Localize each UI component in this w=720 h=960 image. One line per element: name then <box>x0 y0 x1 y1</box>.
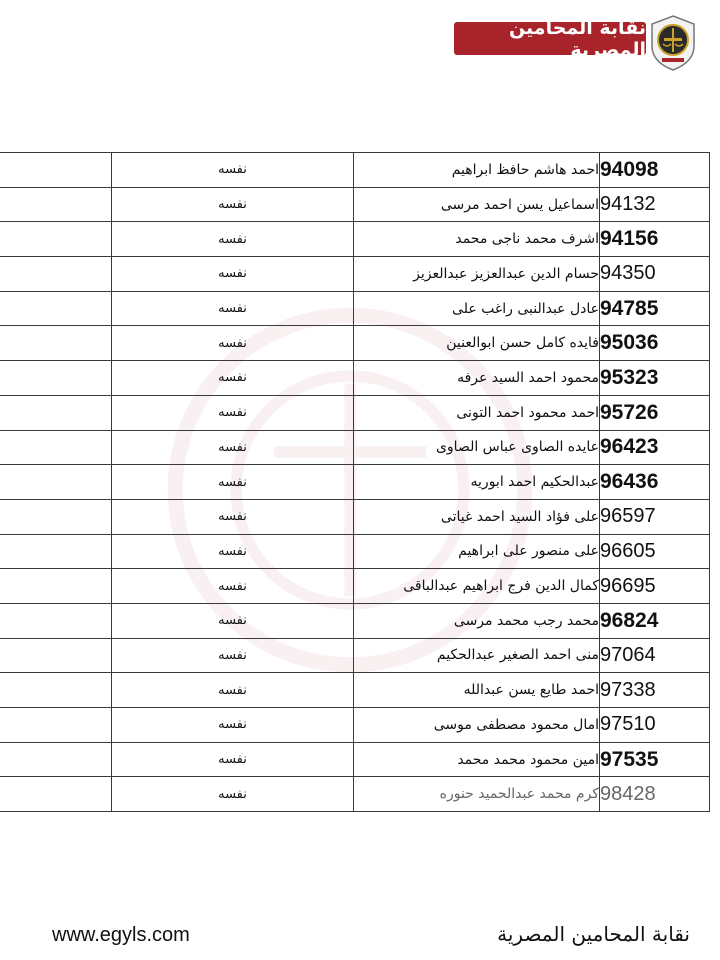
members-table <box>0 152 710 812</box>
name-cell: محمود احمد السيد عرفه <box>354 361 600 396</box>
membership-number-cell: 98428 <box>600 777 710 812</box>
membership-number-cell: 94350 <box>600 257 710 292</box>
name-cell: على فؤاد السيد احمد غياتى <box>354 499 600 534</box>
membership-number-cell: 96695 <box>600 569 710 604</box>
membership-number-cell: 97338 <box>600 673 710 708</box>
name-cell: امال محمود مصطفى موسى <box>354 708 600 743</box>
blank-cell <box>0 603 112 638</box>
footer-url[interactable]: www.egyls.com <box>52 924 190 946</box>
membership-number-cell: 94132 <box>600 187 710 222</box>
name-cell: كرم محمد عبدالحميد حنوره <box>354 777 600 812</box>
blank-cell <box>0 673 112 708</box>
relation-cell: نفسه <box>112 291 354 326</box>
blank-cell <box>0 395 112 430</box>
name-cell: احمد محمود احمد التونى <box>354 395 600 430</box>
relation-cell: نفسه <box>112 187 354 222</box>
table-row <box>0 777 710 812</box>
relation-cell: نفسه <box>112 430 354 465</box>
relation-cell: نفسه <box>112 222 354 257</box>
blank-cell <box>0 291 112 326</box>
table-row <box>0 708 710 743</box>
table-row <box>0 257 710 292</box>
syndicate-emblem-icon <box>648 14 698 72</box>
blank-cell <box>0 465 112 500</box>
relation-cell: نفسه <box>112 742 354 777</box>
relation-cell: نفسه <box>112 326 354 361</box>
membership-number-cell: 94785 <box>600 291 710 326</box>
table-row <box>0 187 710 222</box>
relation-cell: نفسه <box>112 465 354 500</box>
blank-cell <box>0 708 112 743</box>
membership-number-cell: 96436 <box>600 465 710 500</box>
name-cell: عبدالحكيم احمد ابوريه <box>354 465 600 500</box>
relation-cell: نفسه <box>112 638 354 673</box>
header-banner-text: نقابة المحامين المصرية <box>508 16 646 61</box>
membership-number-cell: 95036 <box>600 326 710 361</box>
relation-cell: نفسه <box>112 673 354 708</box>
name-cell: احمد طايع يسن عبدالله <box>354 673 600 708</box>
relation-cell: نفسه <box>112 569 354 604</box>
relation-cell: نفسه <box>112 534 354 569</box>
relation-cell: نفسه <box>112 361 354 396</box>
blank-cell <box>0 569 112 604</box>
table-row <box>0 499 710 534</box>
relation-cell: نفسه <box>112 395 354 430</box>
blank-cell <box>0 187 112 222</box>
relation-cell: نفسه <box>112 153 354 188</box>
name-cell: عايده الصاوى عباس الصاوى <box>354 430 600 465</box>
name-cell: امين محمود محمد محمد <box>354 742 600 777</box>
name-cell: اشرف محمد ناجى محمد <box>354 222 600 257</box>
table-row <box>0 534 710 569</box>
table-row <box>0 465 710 500</box>
name-cell: على منصور على ابراهيم <box>354 534 600 569</box>
relation-cell: نفسه <box>112 708 354 743</box>
membership-number-cell: 96597 <box>600 499 710 534</box>
membership-number-cell: 97064 <box>600 638 710 673</box>
name-cell: احمد هاشم حافظ ابراهيم <box>354 153 600 188</box>
table-row <box>0 430 710 465</box>
table-row <box>0 291 710 326</box>
relation-cell: نفسه <box>112 499 354 534</box>
membership-number-cell: 95323 <box>600 361 710 396</box>
membership-number-cell: 96824 <box>600 603 710 638</box>
blank-cell <box>0 326 112 361</box>
membership-number-cell: 94156 <box>600 222 710 257</box>
blank-cell <box>0 222 112 257</box>
membership-number-cell: 97535 <box>600 742 710 777</box>
blank-cell <box>0 742 112 777</box>
blank-cell <box>0 257 112 292</box>
blank-cell <box>0 153 112 188</box>
name-cell: حسام الدين عبدالعزيز عبدالعزيز <box>354 257 600 292</box>
name-cell: كمال الدين فرج ابراهيم عبدالباقى <box>354 569 600 604</box>
members-table-body <box>0 153 710 812</box>
blank-cell <box>0 430 112 465</box>
relation-cell: نفسه <box>112 257 354 292</box>
membership-number-cell: 96605 <box>600 534 710 569</box>
membership-number-cell: 96423 <box>600 430 710 465</box>
name-cell: محمد رجب محمد مرسى <box>354 603 600 638</box>
name-cell: اسماعيل يسن احمد مرسى <box>354 187 600 222</box>
table-row <box>0 361 710 396</box>
blank-cell <box>0 777 112 812</box>
name-cell: فايده كامل حسن ابوالعنين <box>354 326 600 361</box>
membership-number-cell: 95726 <box>600 395 710 430</box>
header-banner <box>454 16 646 61</box>
blank-cell <box>0 534 112 569</box>
name-cell: منى احمد الصغير عبدالحكيم <box>354 638 600 673</box>
footer-brand: نقابة المحامين المصرية <box>497 922 690 946</box>
table-row <box>0 603 710 638</box>
table-row <box>0 742 710 777</box>
blank-cell <box>0 361 112 396</box>
table-row <box>0 153 710 188</box>
blank-cell <box>0 638 112 673</box>
relation-cell: نفسه <box>112 603 354 638</box>
table-row <box>0 673 710 708</box>
blank-cell <box>0 499 112 534</box>
table-row <box>0 638 710 673</box>
table-row <box>0 569 710 604</box>
name-cell: عادل عبدالنبى راغب على <box>354 291 600 326</box>
relation-cell: نفسه <box>112 777 354 812</box>
membership-number-cell: 94098 <box>600 153 710 188</box>
table-row <box>0 395 710 430</box>
table-row <box>0 222 710 257</box>
table-row <box>0 326 710 361</box>
membership-number-cell: 97510 <box>600 708 710 743</box>
